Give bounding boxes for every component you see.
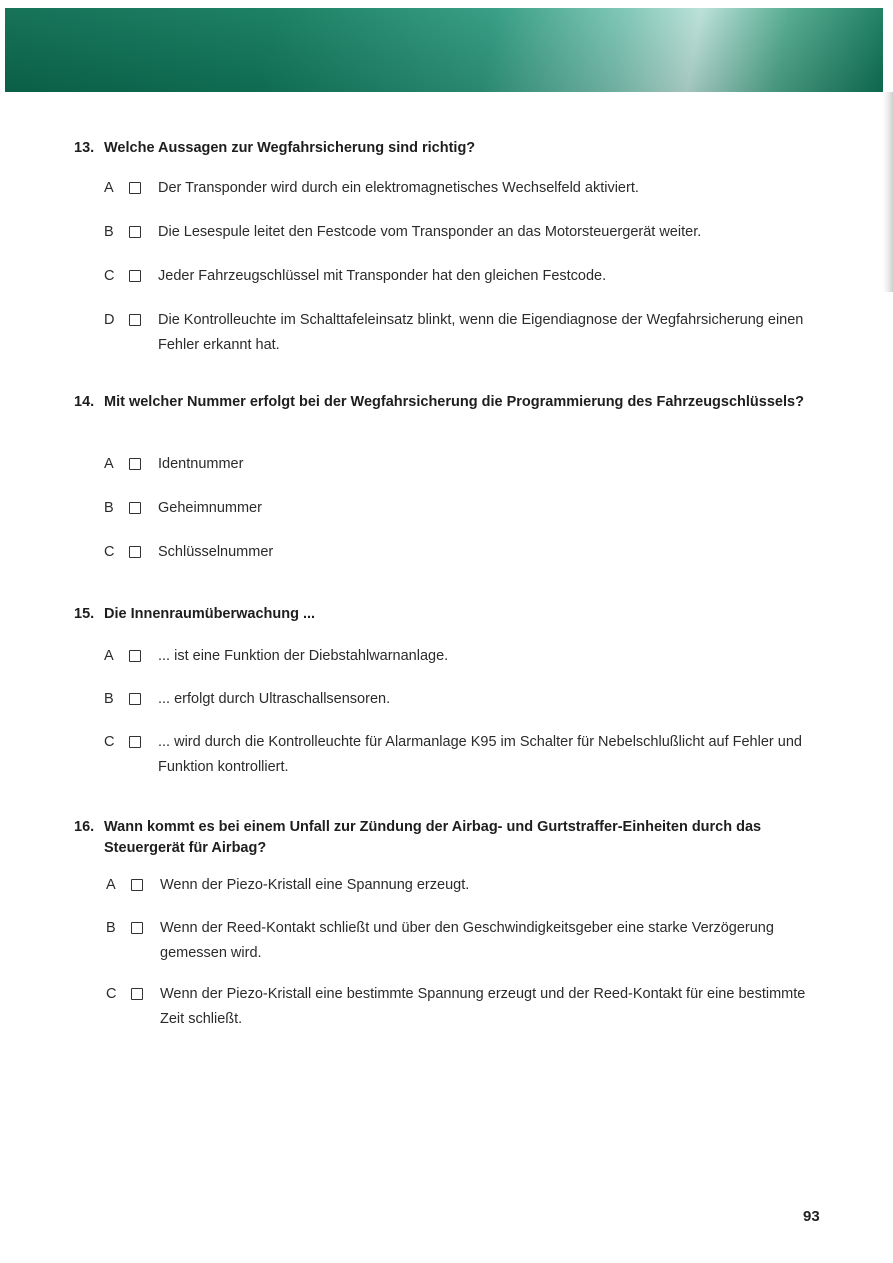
question-text: Die Innenraumüberwachung ... xyxy=(104,606,316,622)
question-16 xyxy=(74,817,834,859)
answer-letter: A xyxy=(104,648,114,664)
checkbox-icon[interactable] xyxy=(131,922,143,934)
question-text: Welche Aussagen zur Wegfahrsicherung sind richtig? xyxy=(104,140,476,156)
answer-15-a[interactable] xyxy=(104,644,824,669)
question-number: 15. xyxy=(74,606,95,622)
answer-text: Identnummer xyxy=(158,456,244,472)
question-13 xyxy=(74,138,834,159)
answer-16-c[interactable] xyxy=(106,982,826,1032)
answer-text: Jeder Fahrzeugschlüssel mit Transponder hat den gleichen Festcode. xyxy=(158,268,607,284)
answer-13-c[interactable] xyxy=(104,264,824,289)
question-15 xyxy=(74,604,834,625)
answer-letter: B xyxy=(104,500,114,516)
question-title xyxy=(74,138,834,159)
answer-letter: C xyxy=(106,986,117,1002)
checkbox-icon[interactable] xyxy=(131,988,143,1000)
answer-15-b[interactable] xyxy=(104,687,824,712)
checkbox-icon[interactable] xyxy=(129,182,141,194)
question-text: Mit welcher Nummer erfolgt bei der Wegfahrsicherung die Programmierung des Fahrzeugschlüssels? xyxy=(104,394,804,410)
answer-text: Schlüsselnummer xyxy=(158,544,274,560)
checkbox-icon[interactable] xyxy=(129,693,141,705)
question-14 xyxy=(74,392,834,413)
question-number: 14. xyxy=(74,394,95,410)
answer-letter: C xyxy=(104,734,115,750)
answer-text: Der Transponder wird durch ein elektromagnetisches Wechselfeld aktiviert. xyxy=(158,180,639,196)
answer-letter: A xyxy=(104,456,114,472)
answer-text: ... wird durch die Kontrolleuchte für Alarmanlage K95 im Schalter für Nebelschlußlicht auf Fehler und Funktion kontrolliert. xyxy=(158,734,802,775)
answer-16-a[interactable] xyxy=(106,873,826,898)
answer-13-a[interactable] xyxy=(104,176,824,201)
answer-letter: A xyxy=(106,877,116,893)
answer-text: Die Kontrolleuchte im Schalttafeleinsatz blinkt, wenn die Eigendiagnose der Wegfahrsicherung einen Fehler erkannt hat. xyxy=(158,312,804,353)
checkbox-icon[interactable] xyxy=(129,546,141,558)
answer-text: Die Lesespule leitet den Festcode vom Transponder an das Motorsteuergerät weiter. xyxy=(158,224,702,240)
checkbox-icon[interactable] xyxy=(129,270,141,282)
checkbox-icon[interactable] xyxy=(131,879,143,891)
checkbox-icon[interactable] xyxy=(129,458,141,470)
answer-text: ... erfolgt durch Ultraschallsensoren. xyxy=(158,691,391,707)
checkbox-icon[interactable] xyxy=(129,736,141,748)
answer-letter: B xyxy=(104,691,114,707)
question-number: 16. xyxy=(74,819,95,835)
answer-text: Wenn der Reed-Kontakt schließt und über den Geschwindigkeitsgeber eine starke Verzögerung gemessen wird. xyxy=(160,920,774,961)
page-edge-shadow xyxy=(883,92,893,292)
question-title xyxy=(74,604,834,625)
answer-text: Wenn der Piezo-Kristall eine bestimmte Spannung erzeugt und der Reed-Kontakt für eine bestimmte Zeit schließt. xyxy=(160,986,806,1027)
answer-15-c[interactable] xyxy=(104,730,824,780)
answer-13-d[interactable] xyxy=(104,308,824,358)
checkbox-icon[interactable] xyxy=(129,650,141,662)
question-number: 13. xyxy=(74,140,95,156)
checkbox-icon[interactable] xyxy=(129,314,141,326)
checkbox-icon[interactable] xyxy=(129,502,141,514)
answer-letter: B xyxy=(104,224,114,240)
question-title xyxy=(74,817,834,859)
answer-text: Geheimnummer xyxy=(158,500,262,516)
page-number: 93 xyxy=(803,1208,820,1225)
answer-13-b[interactable] xyxy=(104,220,824,245)
answer-text: Wenn der Piezo-Kristall eine Spannung erzeugt. xyxy=(160,877,470,893)
answer-letter: A xyxy=(104,180,114,196)
answer-letter: B xyxy=(106,920,116,936)
header-banner-shade xyxy=(5,8,883,92)
answer-14-b[interactable] xyxy=(104,496,824,521)
question-title xyxy=(74,392,834,413)
answer-letter: D xyxy=(104,312,115,328)
answer-16-b[interactable] xyxy=(106,916,826,966)
answer-letter: C xyxy=(104,544,115,560)
answer-letter: C xyxy=(104,268,115,284)
answer-14-c[interactable] xyxy=(104,540,824,565)
answer-14-a[interactable] xyxy=(104,452,824,477)
question-text: Wann kommt es bei einem Unfall zur Zündung der Airbag- und Gurtstraffer-Einheiten durch das Steuergerät für Airbag? xyxy=(104,819,762,856)
answer-text: ... ist eine Funktion der Diebstahlwarnanlage. xyxy=(158,648,449,664)
checkbox-icon[interactable] xyxy=(129,226,141,238)
